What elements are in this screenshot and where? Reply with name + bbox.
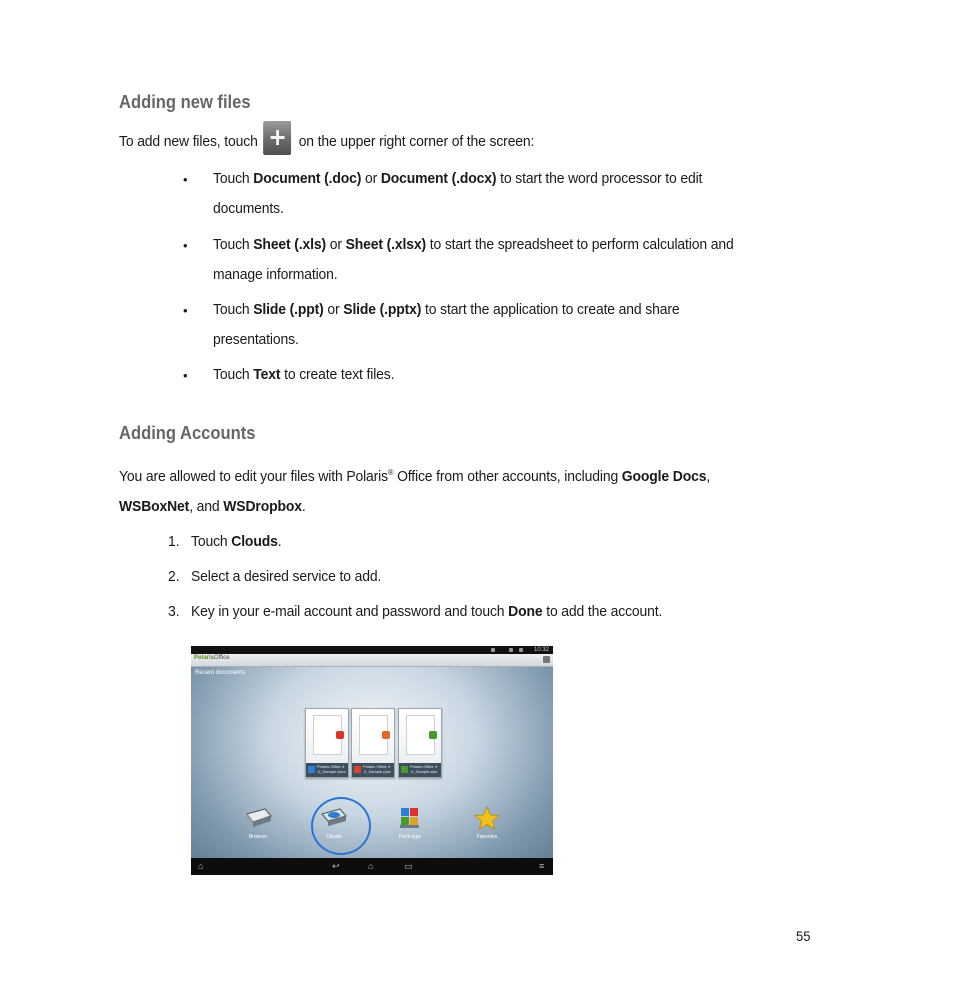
bullet-marker: • — [183, 172, 188, 187]
home-small-icon[interactable]: ⌂ — [198, 861, 204, 871]
form-type-icon — [395, 806, 425, 830]
doc-badge-icon — [336, 731, 344, 739]
home-icon[interactable]: ⌂ — [368, 861, 374, 871]
battery-icon — [519, 648, 523, 652]
sheet-icon — [401, 766, 408, 773]
bullet-item-slide: Touch Slide (.ppt) or Slide (.pptx) to start the application to create and share presentations. — [213, 301, 680, 348]
cloud-icon — [319, 806, 349, 830]
recent-doc-card-xlsx[interactable]: Polaris Office 4 .0_Sample.xlsx — [398, 708, 442, 778]
section-heading-adding-new-files: Adding new files — [119, 92, 251, 112]
recent-apps-icon[interactable]: ▭ — [404, 861, 413, 871]
polaris-office-screenshot — [191, 646, 553, 875]
step-select-service: Select a desired service to add. — [191, 568, 382, 585]
wifi-icon — [509, 648, 513, 652]
status-time: 10:32 — [533, 647, 549, 653]
tile-clouds[interactable]: Clouds — [304, 806, 364, 840]
bullet-marker: • — [183, 368, 188, 383]
status-bar — [191, 646, 553, 654]
step-number: 3. — [168, 603, 180, 620]
slide-icon — [354, 766, 361, 773]
step-number: 2. — [168, 568, 180, 585]
app-title: PolarisOffice — [194, 655, 230, 661]
recent-doc-card-pptx[interactable]: Polaris Office 4 .0_Sample.pptx — [351, 708, 395, 778]
accounts-paragraph: You are allowed to edit your files with Polaris® Office from other accounts, including Google Docs, WSBoxNet, and WSDropbox. — [119, 468, 711, 515]
slide-badge-icon — [382, 731, 390, 739]
recent-doc-card-docx[interactable]: Polaris Office 4 .0_Sample.docx — [305, 708, 349, 778]
word-icon — [308, 766, 315, 773]
section-heading-adding-accounts: Adding Accounts — [119, 423, 256, 443]
tile-form-type[interactable]: Form type — [380, 806, 440, 840]
overflow-menu-icon[interactable] — [543, 656, 550, 663]
back-icon[interactable]: ↩ — [332, 861, 340, 871]
intro-paragraph: To add new files, touch on the upper right corner of the screen: — [119, 127, 534, 157]
usb-icon — [491, 648, 495, 652]
bullet-marker: • — [183, 303, 188, 318]
navigation-bar — [191, 858, 553, 875]
app-bar — [191, 654, 553, 667]
step-key-in-account: Key in your e-mail account and password and touch Done to add the account. — [191, 603, 663, 620]
add-icon — [263, 121, 291, 155]
tile-favorites[interactable]: Favorites — [457, 806, 517, 840]
step-number: 1. — [168, 533, 180, 550]
star-icon — [472, 806, 502, 830]
tile-browser[interactable]: Browser — [228, 806, 288, 840]
sheet-badge-icon — [429, 731, 437, 739]
page-number: 55 — [796, 928, 811, 944]
menu-icon[interactable]: ≡ — [539, 861, 545, 871]
bullet-item-text: Touch Text to create text files. — [213, 366, 395, 383]
step-touch-clouds: Touch Clouds. — [191, 533, 282, 550]
recent-documents-label: Recent documents — [195, 670, 246, 676]
bullet-marker: • — [183, 238, 188, 253]
bullet-item-document: Touch Document (.doc) or Document (.docx) to start the word processor to edit documents. — [213, 170, 703, 217]
browser-icon — [243, 806, 273, 830]
bullet-item-sheet: Touch Sheet (.xls) or Sheet (.xlsx) to start the spreadsheet to perform calculation and manage information. — [213, 236, 734, 283]
